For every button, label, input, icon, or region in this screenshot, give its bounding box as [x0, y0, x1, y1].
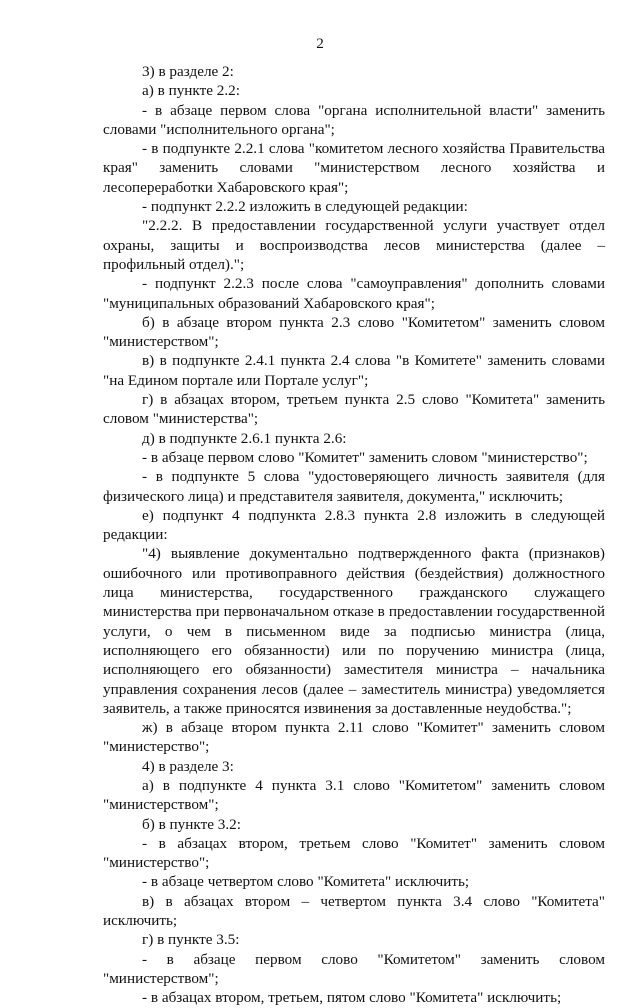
paragraph: "2.2.2. В предоставлении государственной услуги участвует отдел охраны, защиты и воспроизводства лесов министерства (далее – профильный отдел)."; — [103, 217, 605, 273]
document-body — [103, 62, 605, 1008]
paragraph: г) в пункте 3.5: — [142, 931, 240, 949]
paragraph: ж) в абзаце втором пункта 2.11 слово "Комитет" заменить словом "министерство"; — [103, 719, 605, 756]
page-number: 2 — [316, 35, 324, 52]
paragraph: в) в подпункте 2.4.1 пункта 2.4 слова "в Комитете" заменить словами "на Едином портале или Портале услуг"; — [103, 352, 605, 389]
paragraph: б) в абзаце втором пункта 2.3 слово "Комитетом" заменить словом "министерством"; — [103, 313, 605, 351]
paragraph: - подпункт 2.2.3 после слова "самоуправления" дополнить словами "муниципальных образований Хабаровского края"; — [103, 275, 605, 312]
paragraph: 3) в разделе 2: — [142, 63, 234, 80]
paragraph: - в абзаце первом слова "органа исполнительной власти" заменить словами "исполнительного органа"; — [103, 101, 605, 138]
paragraph: е) подпункт 4 подпункта 2.8.3 пункта 2.8 изложить в следующей редакции: — [103, 506, 605, 544]
paragraph: - в подпункте 5 слова "удостоверяющего личность заявителя (для физического лица) и представителя заявителя, документа," исключить; — [103, 468, 605, 505]
paragraph: а) в пункте 2.2: — [142, 82, 240, 100]
paragraph: б) в пункте 3.2: — [142, 815, 241, 833]
paragraph: а) в подпункте 4 пункта 3.1 слово "Комитетом" заменить словом "министерством"; — [103, 776, 605, 814]
paragraph: "4) выявление документально подтвержденного факта (признаков) ошибочного или противоправного действия (бездействия) должностного лица министерства, государственного гражданского служащего министерства при первоначальном отказе в предоставлении государственной услуги, о чем в письменном виде за подписью министра (лица, исполняющего его обязанности) или по поручению министра (лица, исполняющего его обязанности) заместителя министра – начальника управления сохранения лесов (далее – заместитель министра) уведомляется заявитель, а также приносятся извинения за доставленные неудобства."; — [103, 545, 605, 717]
paragraph: - в абзацах втором, третьем слово "Комитет" заменить словом "министерство"; — [103, 834, 605, 872]
paragraph: д) в подпункте 2.6.1 пункта 2.6: — [142, 429, 347, 447]
paragraph: - в абзаце первом слово "Комитетом" заменить словом "министерством"; — [103, 950, 605, 987]
paragraph: - в абзаце первом слово "Комитет" заменить словом "министерство"; — [142, 448, 588, 466]
paragraph: - подпункт 2.2.2 изложить в следующей редакции: — [142, 198, 468, 216]
paragraph: 4) в разделе 3: — [142, 757, 234, 775]
paragraph: - в подпункте 2.2.1 слова "комитетом лесного хозяйства Правительства края" заменить словами "министерством лесного хозяйства и лесопереработки Хабаровского края"; — [103, 140, 605, 196]
paragraph: г) в абзацах втором, третьем пункта 2.5 слово "Комитета" заменить словом "министерства"; — [103, 391, 605, 428]
paragraph: в) в абзацах втором – четвертом пункта 3.4 слово "Комитета" исключить; — [103, 892, 605, 930]
paragraph: - в абзацах втором, третьем, пятом слово "Комитета" исключить; — [142, 989, 562, 1007]
paragraph: - в абзаце четвертом слово "Комитета" исключить; — [142, 873, 470, 891]
